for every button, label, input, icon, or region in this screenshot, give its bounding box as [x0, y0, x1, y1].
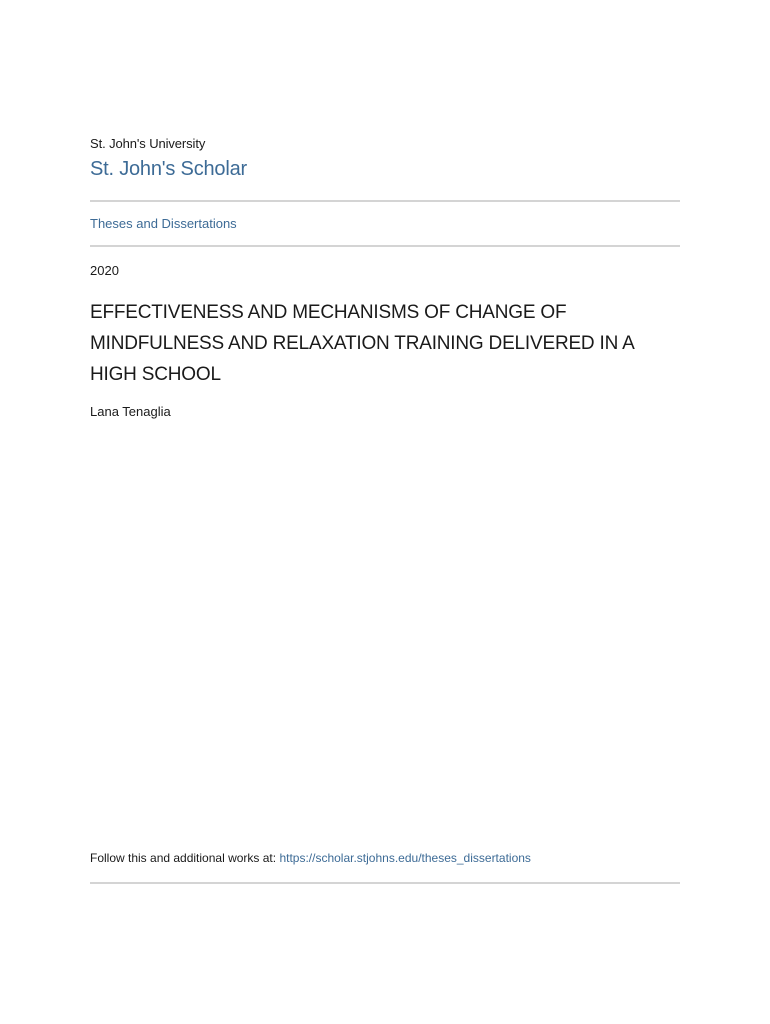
follow-text: Follow this and additional works at:	[90, 851, 280, 865]
institution-name: St. John's University	[90, 136, 206, 151]
divider	[90, 245, 680, 247]
divider	[90, 882, 680, 884]
publication-year: 2020	[90, 263, 119, 278]
repository-link[interactable]: St. John's Scholar	[90, 158, 247, 180]
follow-works-line	[90, 851, 531, 865]
divider	[90, 200, 680, 202]
collection-link[interactable]: Theses and Dissertations	[90, 216, 237, 231]
document-title: EFFECTIVENESS AND MECHANISMS OF CHANGE OF MINDFULNESS AND RELAXATION TRAINING DELIVERED IN A HIGH SCHOOL	[90, 302, 634, 385]
author-name: Lana Tenaglia	[90, 404, 171, 419]
follow-link[interactable]: https://scholar.stjohns.edu/theses_dissertations	[279, 851, 531, 865]
